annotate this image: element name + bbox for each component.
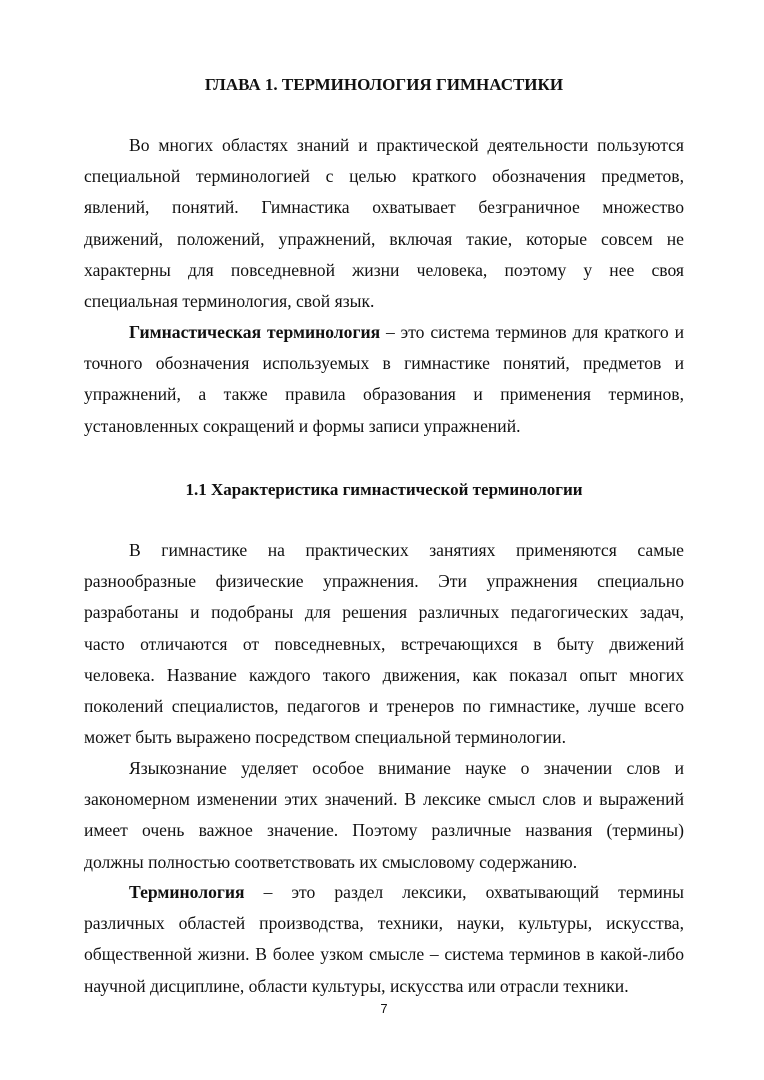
text-line: явлений, понятий. Гимнастика охватывает безграничное множество	[84, 197, 684, 218]
text-line: специальной терминологией с целью краткого обозначения предметов,	[84, 166, 684, 187]
paragraph-gymnastic-terminology	[84, 317, 684, 442]
text-line: упражнений, а также правила образования и применения терминов,	[84, 384, 684, 405]
text-line: Языкознание уделяет особое внимание науке о значении слов и	[129, 758, 684, 778]
text-line: часто отличаются от повседневных, встречающихся в быту движений	[84, 633, 684, 654]
text-line: человека. Название каждого такого движения, как показал опыт многих	[84, 664, 684, 685]
text-line: должны полностью соответствовать их смысловому содержанию.	[84, 851, 578, 872]
text-line: специальная терминология, свой язык.	[84, 290, 375, 311]
text-fragment: – это система терминов для краткого и	[380, 322, 684, 342]
text-line: разработаны и подобраны для решения различных педагогических задач,	[84, 602, 684, 623]
text-line: движений, положений, упражнений, включая такие, которые совсем не	[84, 228, 684, 249]
paragraph-intro	[84, 130, 684, 317]
text-line: разнообразные физические упражнения. Эти упражнения специально	[84, 571, 684, 592]
paragraph-characteristics	[84, 535, 684, 753]
text-line: В гимнастике на практических занятиях применяются самые	[129, 540, 684, 560]
term-bold: Гимнастическая терминология	[129, 322, 381, 342]
text-line: имеет очень важное значение. Поэтому различные названия (термины)	[84, 820, 684, 841]
text-line: Во многих областях знаний и практической деятельности пользуются	[129, 135, 684, 155]
text-line: может быть выражено посредством специальной терминологии.	[84, 727, 566, 748]
text-line	[84, 317, 684, 348]
text-line: характерны для повседневной жизни человека, поэтому у нее своя	[84, 259, 684, 280]
text-line: закономерном изменении этих значений. В лексике смысл слов и выражений	[84, 789, 684, 810]
paragraph-terminology	[84, 877, 684, 1002]
text-line: научной дисциплине, области культуры, искусства или отрасли техники.	[84, 975, 629, 996]
document-page	[84, 0, 684, 1080]
text-line	[84, 877, 684, 908]
page-number: 7	[380, 1001, 388, 1016]
text-line: общественной жизни. В более узком смысле – система терминов в какой-либо	[84, 944, 684, 965]
text-line: точного обозначения используемых в гимнастике понятий, предметов и	[84, 353, 684, 374]
text-fragment: – это раздел лексики, охватывающий термины	[244, 882, 684, 902]
section-title: 1.1 Характеристика гимнастической терминологии	[185, 480, 583, 499]
text-line: поколений специалистов, педагогов и тренеров по гимнастике, лучше всего	[84, 695, 684, 716]
chapter-title: ГЛАВА 1. ТЕРМИНОЛОГИЯ ГИМНАСТИКИ	[204, 75, 564, 94]
term-bold: Терминология	[129, 882, 245, 902]
text-line: установленных сокращений и формы записи упражнений.	[84, 415, 521, 436]
paragraph-linguistics	[84, 753, 684, 878]
text-line: различных областей производства, техники, науки, культуры, искусства,	[84, 913, 684, 934]
